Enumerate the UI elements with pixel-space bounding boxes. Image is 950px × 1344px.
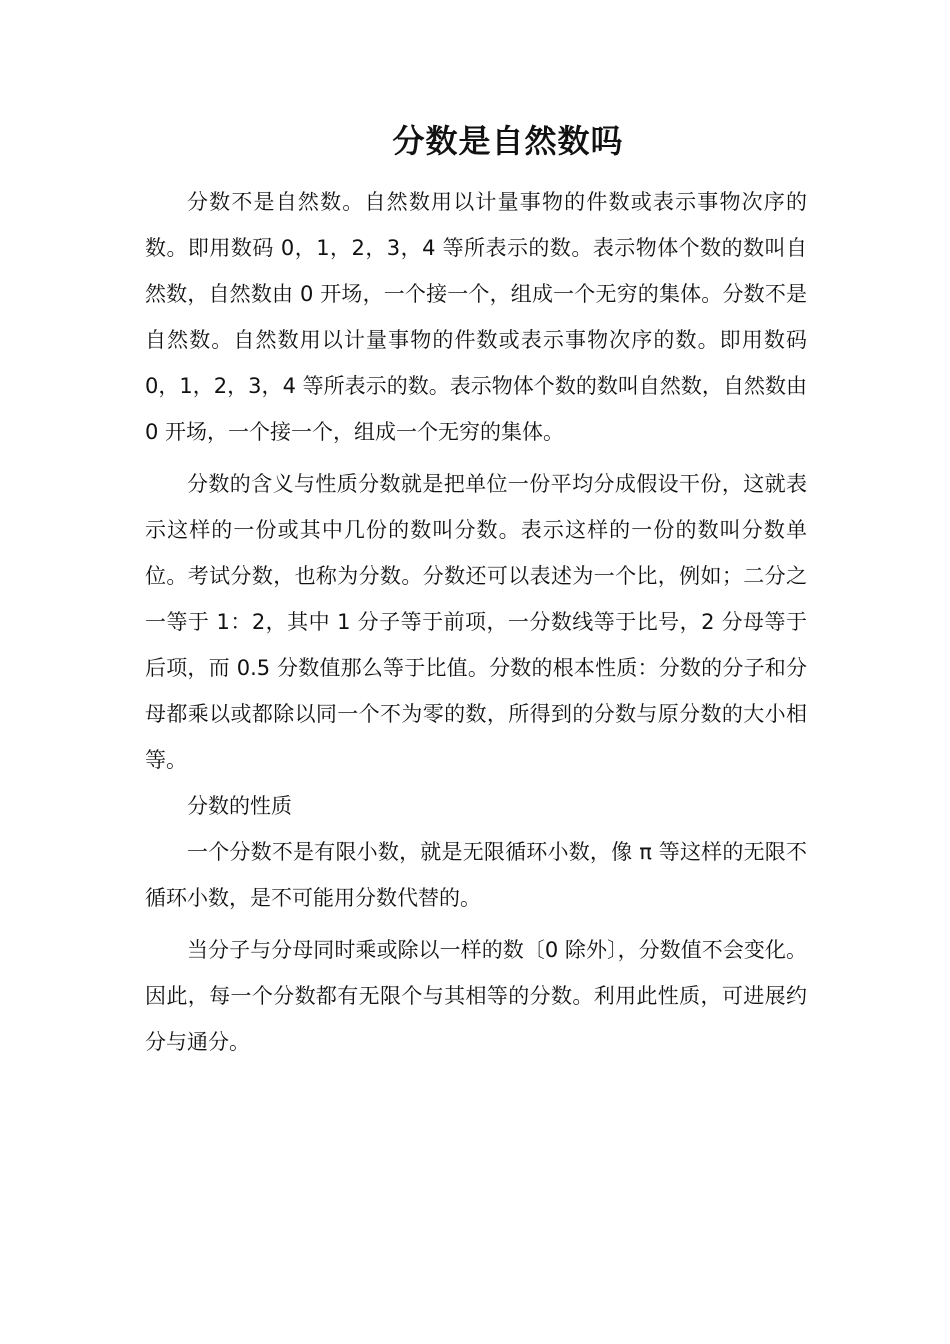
paragraph-equal-fractions: 当分子与分母同时乘或除以一样的数〔0 除外〕，分数值不会变化。因此，每一个分数都有无限个与其相等的分数。利用此性质，可进展约分与通分。 (145, 938, 807, 1054)
document-title: 分数是自然数吗 (392, 122, 624, 160)
document-body (145, 179, 807, 1065)
paragraph-fraction-properties-heading: 分数的性质 (187, 794, 292, 818)
paragraph-finite-decimal: 一个分数不是有限小数，就是无限循环小数，像 π 等这样的无限不循环小数，是不可能用分数代替的。 (145, 840, 807, 910)
paragraph-natural-numbers: 分数不是自然数。自然数用以计量事物的件数或表示事物次序的数。即用数码 0，1，2，3，4 等所表示的数。表示物体个数的数叫自然数，自然数由 0 开场，一个接一个，组成一个无穷的集体。分数不是自然数。自然数用以计量事物的件数或表示事物次序的数。即用数码 0，1，2，3，4 等所表示的数。表示物体个数的数叫自然数，自然数由 0 开场，一个接一个，组成一个无穷的集体。 (145, 190, 807, 444)
paragraph-fraction-meaning: 分数的含义与性质分数就是把单位一份平均分成假设干份，这就表示这样的一份或其中几份的数叫分数。表示这样的一份的数叫分数单位。考试分数，也称为分数。分数还可以表述为一个比，例如；二分之一等于 1：2，其中 1 分子等于前项，一分数线等于比号，2 分母等于后项，而 0.5 分数值那么等于比值。分数的根本性质：分数的分子和分母都乘以或都除以同一个不为零的数，所得到的分数与原分数的大小相等。 (145, 472, 807, 772)
